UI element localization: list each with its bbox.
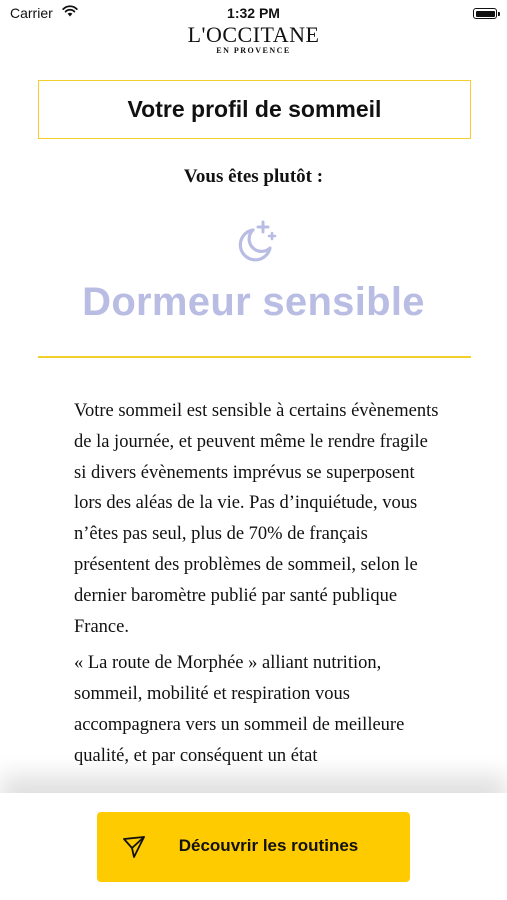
bottom-action-bar [0, 793, 507, 900]
cta-label: Découvrir les routines [178, 836, 359, 855]
profile-title-box [38, 80, 471, 139]
sleeper-type: Dormeur sensible [82, 280, 425, 324]
profile-description [74, 396, 440, 778]
status-time: 1:32 PM [227, 5, 280, 21]
divider [38, 356, 471, 358]
profile-intro: Vous êtes plutôt : [183, 166, 324, 187]
carrier-label: Carrier [10, 5, 53, 21]
description-paragraph-1: Votre sommeil est sensible à certains évènements de la journée, et peuvent même le rendre fragile si divers évènements imprévus se superposent lors des aléas de la vie. Pas d’inquiétude, vous n’êtes pas seul, plus de 70% de français présentent des problèmes de sommeil, selon le dernier baromètre publié par santé publique France. [74, 401, 439, 637]
brand-name: L'OCCITANE [187, 22, 320, 47]
description-paragraph-2: « La route de Morphée » alliant nutrition, sommeil, mobilité et respiration vous accompagnera vers un sommeil de meilleure qualité, et par conséquent un état [74, 653, 405, 766]
brand-subtitle: EN PROVENCE [216, 46, 291, 55]
brand-logo [0, 24, 507, 56]
page-title: Votre profil de sommeil [127, 96, 382, 122]
battery-icon [473, 8, 497, 19]
moon-stars-icon [230, 218, 280, 268]
discover-routines-button[interactable] [97, 812, 410, 882]
